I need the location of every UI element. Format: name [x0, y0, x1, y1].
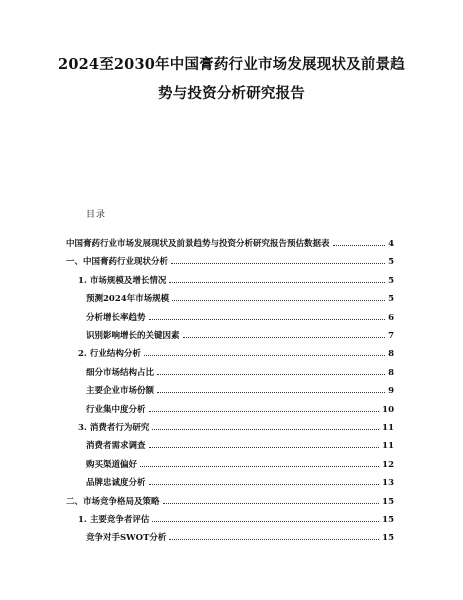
toc-entry[interactable] [78, 272, 394, 286]
toc-entry-page-number: 9 [388, 386, 394, 397]
toc-dot-leader [149, 484, 380, 485]
toc-entry[interactable] [86, 309, 394, 323]
toc-entry-title: 预测2024年市场规模 [86, 294, 170, 305]
toc-entry-page-number: 5 [388, 294, 394, 305]
toc-entry-page-number: 5 [388, 275, 394, 286]
toc-dot-leader [149, 411, 380, 412]
toc-entry[interactable] [86, 474, 394, 488]
toc-entry-page-number: 11 [382, 423, 394, 433]
toc-entry-title: 分析增长率趋势 [86, 312, 146, 323]
toc-entry[interactable] [66, 253, 394, 267]
toc-dot-leader [152, 521, 379, 522]
toc-entry-page-number: 15 [382, 496, 394, 507]
toc-entry-page-number: 5 [388, 257, 394, 268]
toc-entry[interactable] [66, 493, 394, 507]
toc-entry-title: 一、中国膏药行业现状分析 [66, 257, 169, 268]
toc-entry[interactable] [86, 364, 394, 378]
toc-entry-title: 3. 消费者行为研究 [78, 423, 150, 433]
toc-entry-title: 2. 行业结构分析 [78, 349, 141, 360]
toc-entry-page-number: 6 [388, 312, 394, 323]
toc-entry[interactable] [66, 235, 394, 249]
toc-dot-leader [157, 374, 385, 375]
toc-entry[interactable] [86, 529, 394, 543]
toc-entry[interactable] [86, 327, 394, 341]
toc-entry-title: 1. 市场规模及增长情况 [78, 275, 167, 286]
toc-entry-title: 购买渠道偏好 [86, 459, 138, 470]
toc-entry-page-number: 11 [382, 441, 394, 452]
toc-entry-title: 细分市场结构占比 [86, 367, 155, 378]
toc-entry-page-number: 15 [382, 515, 394, 525]
toc-entry[interactable] [78, 419, 394, 433]
toc-entry-title: 品牌忠诚度分析 [86, 478, 146, 489]
toc-entry[interactable] [86, 401, 394, 415]
toc-entry-title: 识别影响增长的关键因素 [86, 331, 180, 341]
document-title-line-1: 2024至2030年中国膏药行业市场发展现状及前景趋 [58, 56, 405, 73]
toc-dot-leader [163, 503, 380, 504]
toc-heading: 目录 [86, 210, 107, 220]
toc-entry-title: 消费者需求调查 [86, 441, 146, 452]
toc-dot-leader [172, 300, 385, 301]
toc-entry-title: 主要企业市场份额 [86, 386, 155, 397]
toc-dot-leader [169, 282, 385, 283]
toc-dot-leader [183, 337, 386, 338]
toc-dot-leader [333, 245, 386, 246]
toc-entry[interactable] [86, 290, 394, 304]
toc-entry-title: 二、市场竞争格局及策略 [66, 496, 160, 507]
toc-entry-page-number: 8 [388, 367, 394, 378]
toc-dot-leader [157, 392, 385, 393]
toc-entry-title: 行业集中度分析 [86, 404, 146, 415]
toc-entry-page-number: 12 [382, 459, 394, 470]
toc-entry[interactable] [86, 382, 394, 396]
toc-entry[interactable] [86, 437, 394, 451]
toc-dot-leader [149, 319, 386, 320]
toc-dot-leader [169, 539, 379, 540]
toc-entry[interactable] [86, 456, 394, 470]
toc-entry-title: 竞争对手SWOT分析 [86, 533, 167, 544]
toc-dot-leader [149, 447, 380, 448]
document-title-line-2: 势与投资分析研究报告 [158, 85, 305, 102]
toc-entry-page-number: 8 [388, 349, 394, 360]
toc-entry-page-number: 13 [382, 478, 394, 489]
toc-entry-title: 中国膏药行业市场发展现状及前景趋势与投资分析研究报告预估数据表 [66, 239, 330, 249]
toc-entry-page-number: 4 [388, 239, 394, 249]
toc-dot-leader [140, 466, 379, 467]
toc-dot-leader [152, 429, 379, 430]
toc-entry[interactable] [78, 511, 394, 525]
toc-dot-leader [144, 355, 385, 356]
toc-entry[interactable] [78, 345, 394, 359]
toc-entry-page-number: 10 [382, 404, 394, 415]
toc-dot-leader [171, 263, 385, 264]
toc-entry-page-number: 7 [388, 331, 394, 341]
toc-entry-page-number: 15 [382, 533, 394, 544]
toc-entry-title: 1. 主要竞争者评估 [78, 515, 150, 525]
